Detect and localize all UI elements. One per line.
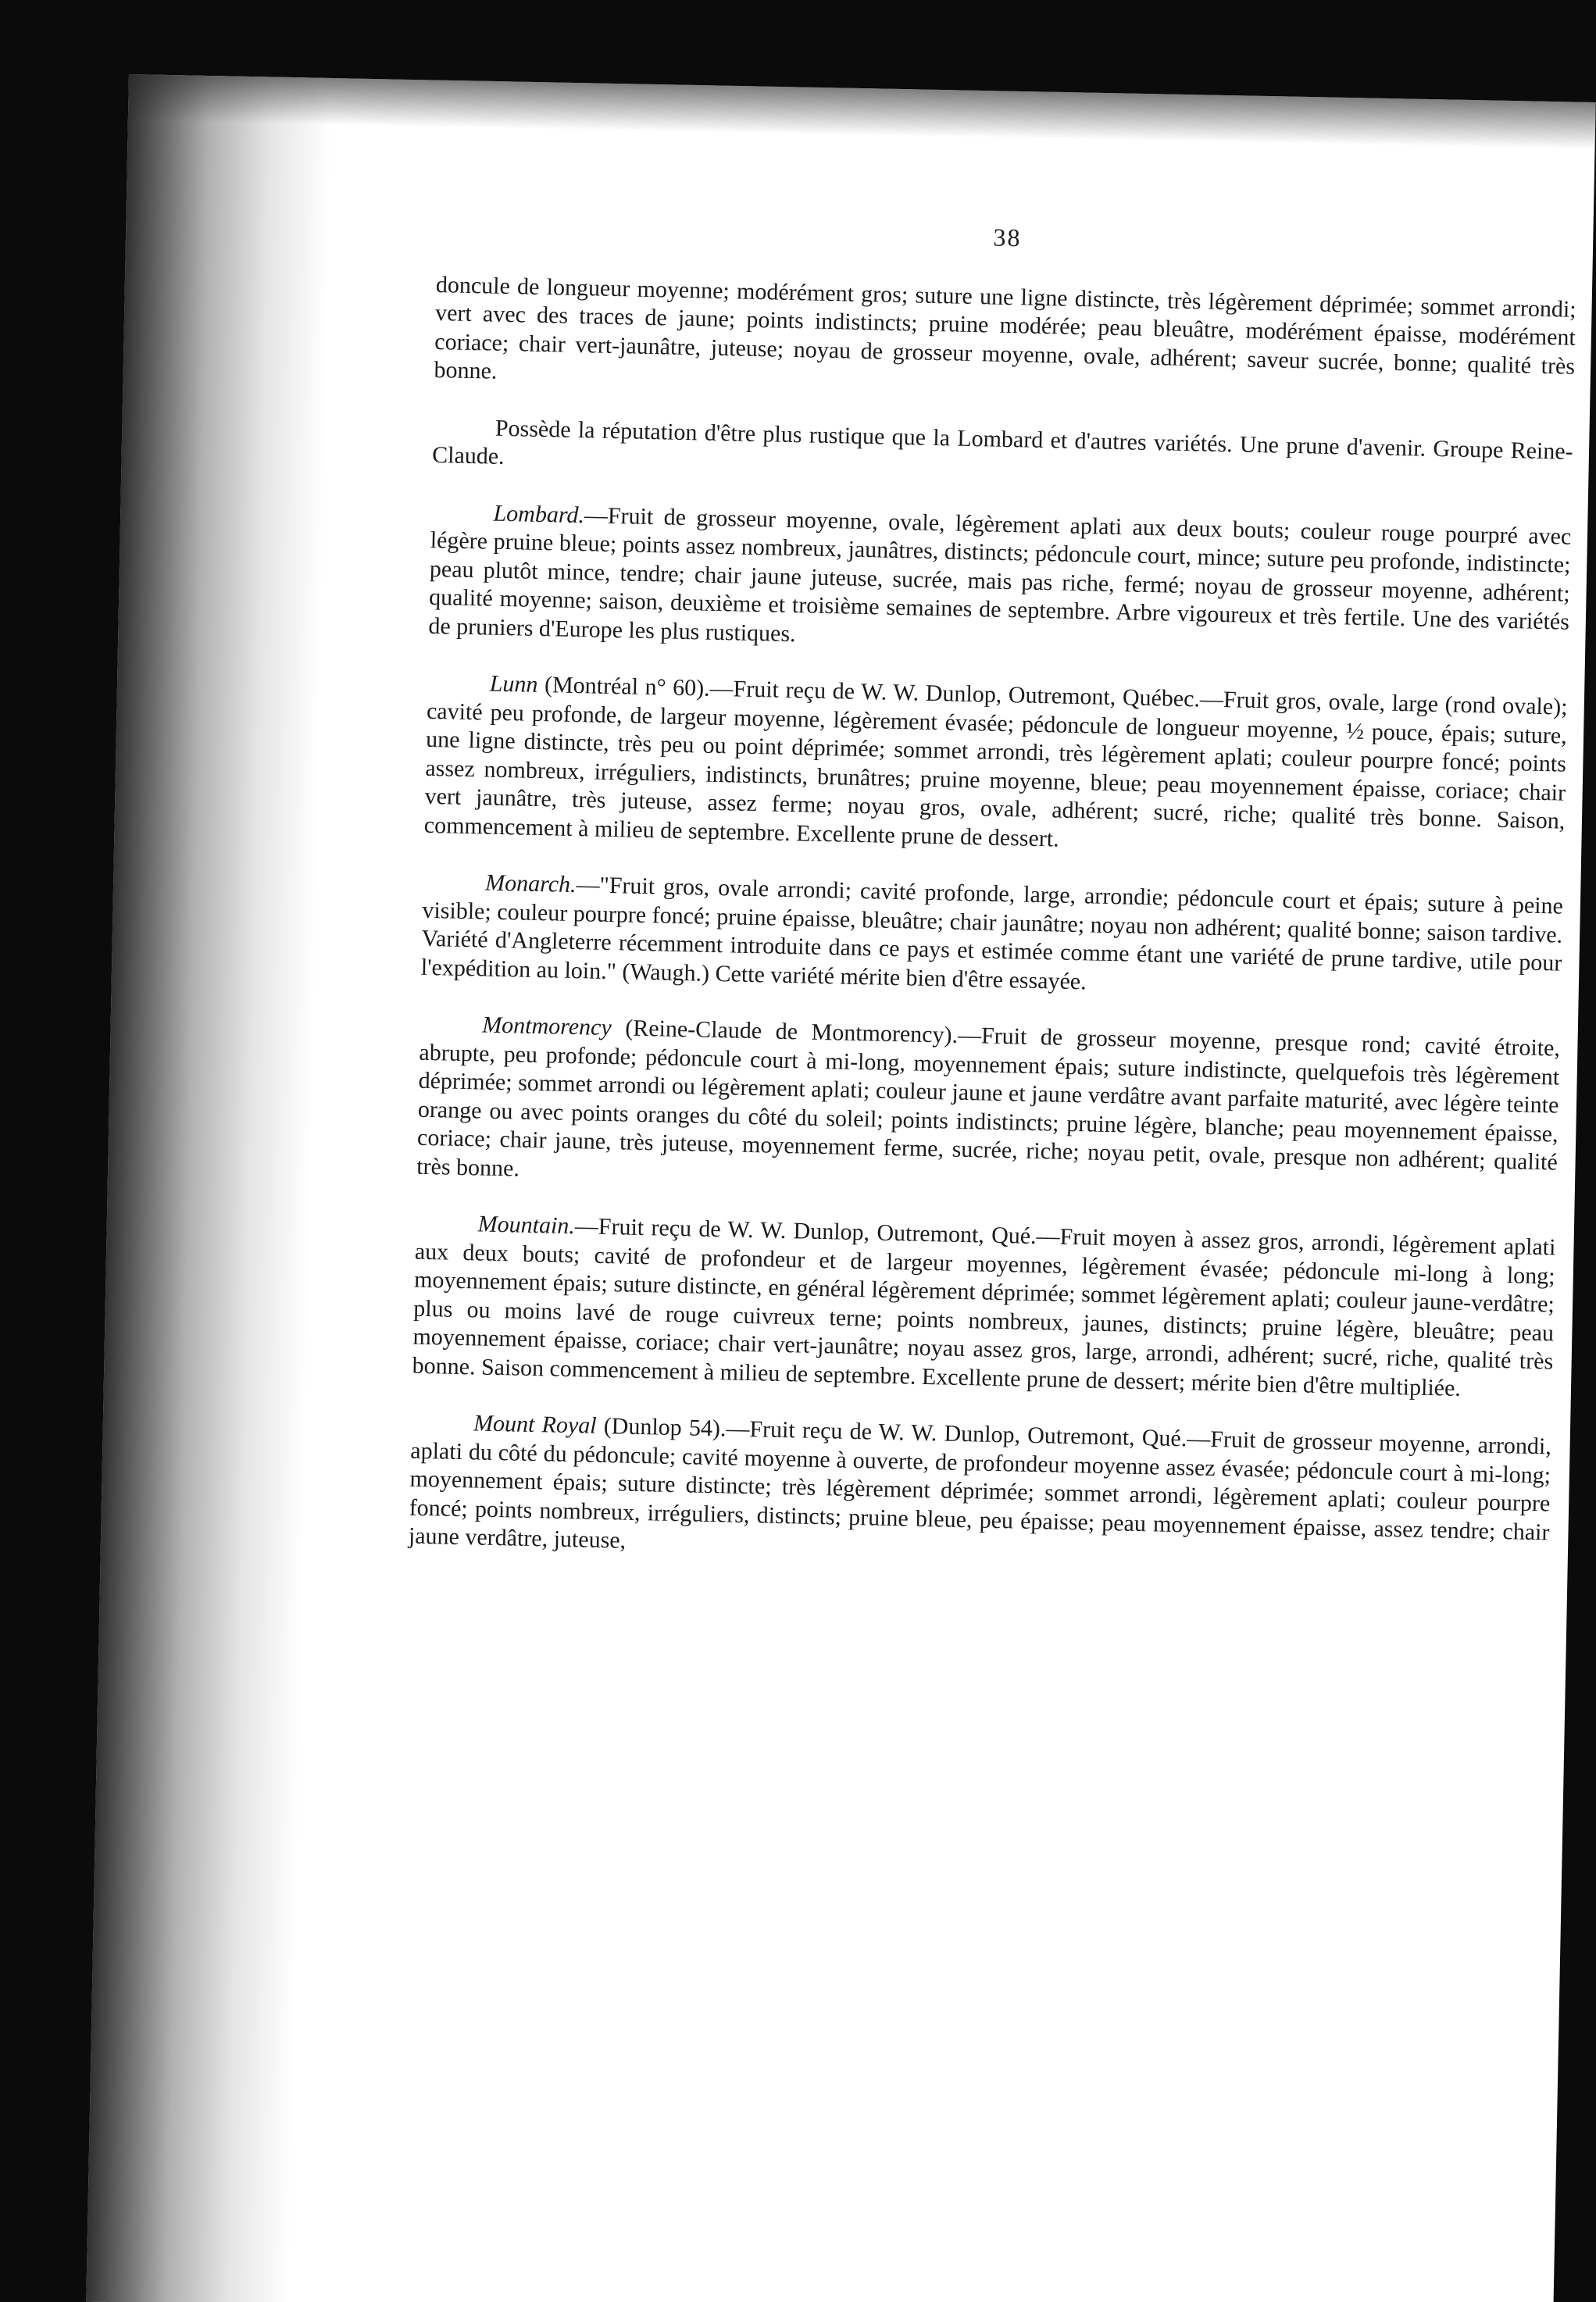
variety-name: Monarch. [484, 869, 577, 898]
paragraph-continuation [434, 270, 1576, 409]
entry-mountain [412, 1209, 1555, 1405]
entry-monarch [420, 868, 1563, 1007]
entry-lombard [428, 498, 1572, 665]
variety-description: —"Fruit gros, ovale arrondi; cavité profonde, large, arrondie; pédoncule court et épais; suture à peine visible; couleur pourpre foncé; pruine épaisse, bleuâtre; chair jaunâtre; noyau non adhérent; qualité bonne; saison tardive. Variété d'Angleterre récemment introduite dans ce pays et estimée comme étant une variété de prune tardive, utile pour l'expédition au loin." (Waugh.) Cette variété mérite bien d'être essayée. [420, 872, 1564, 994]
variety-name: Montmorency [481, 1012, 612, 1041]
paragraph-text: doncule de longueur moyenne; modérément gros; suture une ligne distincte, très légèrement déprimée; sommet arrondi; vert avec des traces de jaune; points indistincts; pruine modérée; peau bleuâtre, modérément épaisse, modérément coriace; chair vert-jaunâtre, juteuse; noyau de grosseur moyenne, ovale, adhérent; saveur sucrée, bonne; qualité très bonne. [434, 271, 1576, 384]
variety-name: Mountain. [477, 1211, 576, 1240]
paragraph-continuation-2 [432, 412, 1573, 494]
variety-name: Lunn [489, 670, 538, 698]
variety-description: (Dunlop 54).—Fruit reçu de W. W. Dunlop, Outremont, Qué.—Fruit de grosseur moyenne, arrondi, aplati du côté du pédoncule; cavité moyenne à ouverte, de profondeur moyenne assez évasée; pédoncule court à mi-long; moyennement épais; suture distincte; très légèrement déprimée; sommet arrondi, légèrement aplati; couleur pourpre foncé; points nombreux, irréguliers, distincts; pruine bleue, peu épaisse; peau moyennement épaisse, assez tendre; chair jaune verdâtre, juteuse, [408, 1412, 1552, 1554]
variety-name: Mount Royal [473, 1410, 597, 1439]
page-number: 38 [993, 223, 1022, 252]
variety-description: (Reine-Claude de Montmorency).—Fruit de grosseur moyenne, presque rond; cavité étroite, abrupte, peu profonde; pédoncule court à mi-long, moyennement épais; suture indistincte, quelquefois très légèrement déprimée; sommet arrondi ou légèrement aplati; couleur jaune et jaune verdâtre avant parfaite maturité, avec légère teinte orange ou avec points oranges du côté du soleil; points indistincts; pruine légère, blanche; peau moyennement épaisse, coriace; chair jaune, très juteuse, moyennement ferme, sucrée, riche; noyau petit, ovale, presque non adhérent; qualité très bonne. [416, 1015, 1561, 1182]
variety-description: —Fruit de grosseur moyenne, ovale, légèrement aplati aux deux bouts; couleur rouge pourpré avec légère pruine bleue; points assez nombreux, jaunâtres, distincts; pédoncule court, mince; suture peu profonde, indistincte; peau plutôt mince, tendre; chair jaune juteuse, sucrée, mais pas riche, fermé; noyau de grosseur moyenne, adhérent; qualité moyenne; saison, deuxième et troisième semaines de septembre. Arbre vigoureux et très fertile. Une des variétés de pruniers d'Europe les plus rustiques. [428, 501, 1572, 647]
variety-name: Lombard. [493, 500, 585, 528]
entry-lunn [423, 669, 1567, 865]
paragraph-text: Possède la réputation d'être plus rustique que la Lombard et d'autres variétés. Une prune d'avenir. Groupe Reine-Claude. [431, 415, 1573, 469]
variety-description: —Fruit reçu de W. W. Dunlop, Outremont, Qué.—Fruit moyen à assez gros, arrondi, légèrement aplati aux deux bouts; cavité de profondeur et de largeur moyennes, légèrement évasée; pédoncule mi-long à long; moyennement épais; suture distincte, en général légèrement déprimée; sommet légèrement aplati; couleur jaune-verdâtre; plus ou moins lavé de rouge cuivreux terne; points nombreux, jaunes, distincts; pruine légère, bleuâtre; peau moyennement épaisse, coriace; chair vert-jaunâtre; noyau assez gros, large, arrondi, adhérent; sucré, riche, qualité très bonne. Saison commencement à milieu de septembre. Excellente prune de dessert; mérite bien d'être multipliée. [412, 1213, 1556, 1401]
entry-mount-royal [409, 1408, 1552, 1576]
page-text-block [409, 211, 1578, 1576]
variety-description: (Montréal n° 60).—Fruit reçu de W. W. Dunlop, Outremont, Québec.—Fruit gros, ovale, large (rond ovale); cavité peu profonde, de largeur moyenne, légèrement évasée; pédoncule de longueur moyenne, ½ pouce, épais; suture, une ligne distincte, très peu ou point déprimée; sommet arrondi, très légèrement aplati; couleur pourpre foncé; points assez nombreux, irréguliers, indistincts, brunâtres; pruine moyenne, bleue; peau moyennement épaisse, coriace; chair vert jaunâtre, très juteuse, assez ferme; noyau gros, ovale, adhérent; sucré, riche; qualité très bonne. Saison, commencement à milieu de septembre. Excellente prune de dessert. [423, 671, 1568, 852]
entry-montmorency [416, 1010, 1560, 1206]
binding-shadow [86, 74, 332, 2302]
